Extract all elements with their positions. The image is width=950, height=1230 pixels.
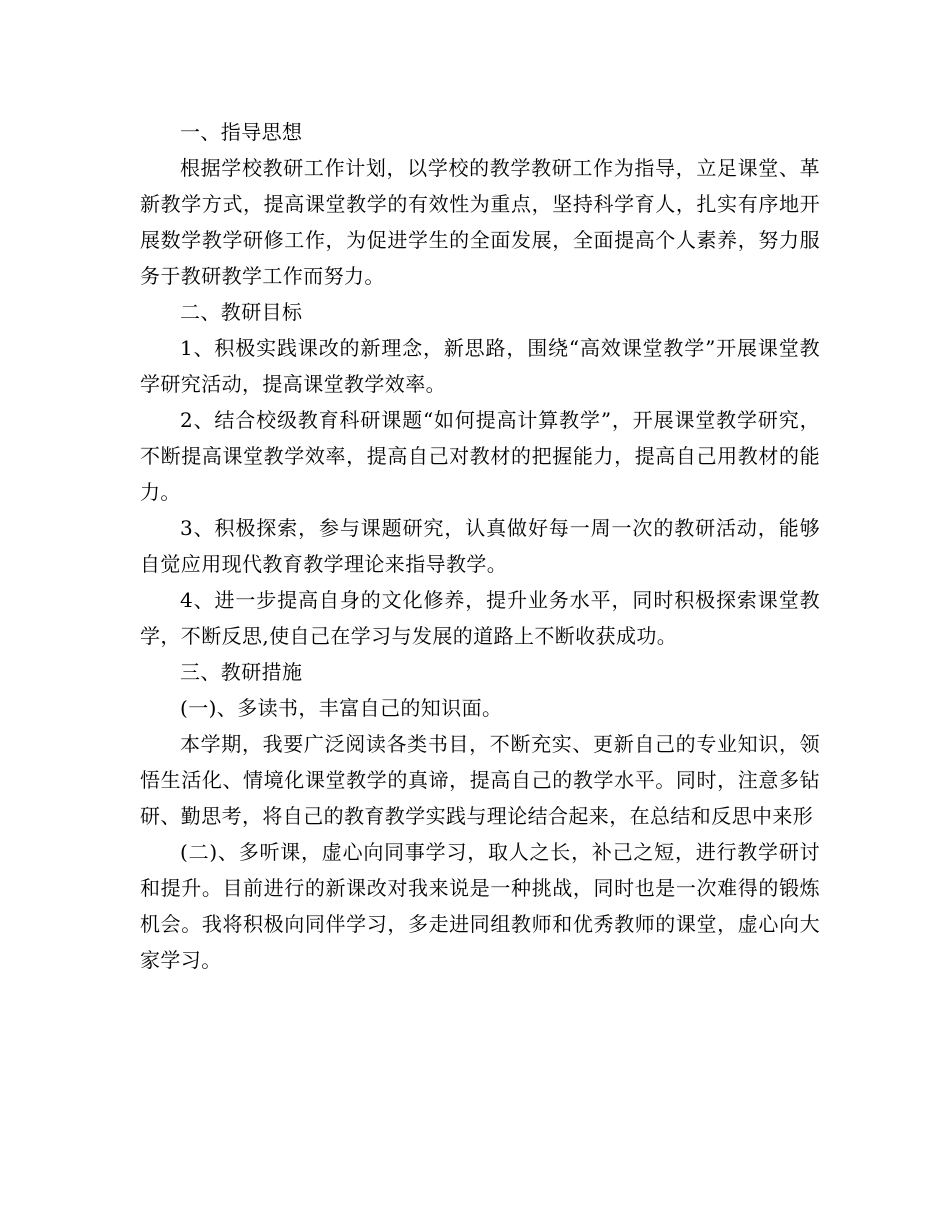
section-heading-research-measures: 三、教研措施 [180, 660, 303, 684]
measure-paragraph-2: (二)、多听课，虚心向同事学习，取人之长，补己之短，进行教学研讨和提升。目前进行的新课改对我来说是一种挑战，同时也是一次难得的锻炼机会。我将积极向同伴学习，多走进同组教师和优秀教师的课堂，虚心向大家学习。 [140, 840, 820, 972]
goal-item-4: 4、进一步提高自身的文化修养，提升业务水平，同时积极探索课堂教学，不断反思,使自己在学习与发展的道路上不断收获成功。 [140, 588, 820, 648]
section-heading-research-goals: 二、教研目标 [180, 300, 303, 324]
section-heading-guiding-ideology: 一、指导思想 [180, 120, 303, 144]
paragraph-guiding-ideology: 根据学校教研工作计划，以学校的教学教研工作为指导，立足课堂、革新教学方式，提高课堂教学的有效性为重点，坚持科学育人，扎实有序地开展数学教学研修工作，为促进学生的全面发展，全面提高个人素养，努力服务于教研教学工作而努力。 [140, 156, 820, 288]
document-body [140, 114, 820, 978]
goal-item-2: 2、结合校级教育科研课题“如何提高计算教学”，开展课堂教学研究，不断提高课堂教学效率，提高自己对教材的把握能力，提高自己用教材的能力。 [140, 408, 820, 504]
goal-item-1: 1、积极实践课改的新理念，新思路，围绕“高效课堂教学”开展课堂教学研究活动，提高课堂教学效率。 [140, 336, 820, 396]
measure-subheading-1: (一)、多读书，丰富自己的知识面。 [180, 696, 503, 720]
goal-item-3: 3、积极探索，参与课题研究，认真做好每一周一次的教研活动，能够自觉应用现代教育教学理论来指导教学。 [140, 516, 820, 576]
measure-paragraph-1: 本学期，我要广泛阅读各类书目，不断充实、更新自己的专业知识，领悟生活化、情境化课堂教学的真谛，提高自己的教学水平。同时，注意多钻研、勤思考，将自己的教育教学实践与理论结合起来，在总结和反思中来形 [140, 732, 820, 828]
